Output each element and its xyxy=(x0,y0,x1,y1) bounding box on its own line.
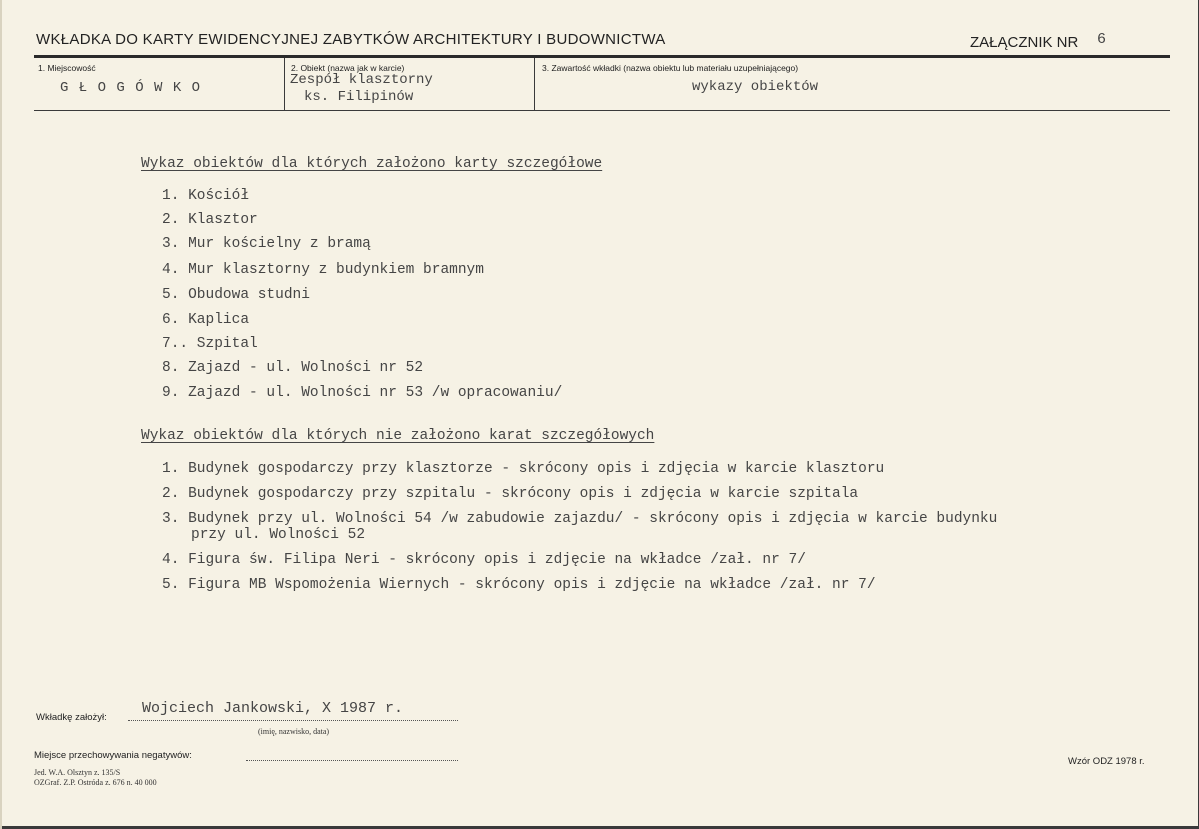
list-item: 2. Klasztor xyxy=(162,212,258,228)
negatives-dotline xyxy=(246,760,458,761)
section2-heading: Wykaz obiektów dla których nie założono karat szczegółowych xyxy=(141,428,655,444)
list-item: 4. Mur klasztorny z budynkiem bramnym xyxy=(162,262,484,278)
place-label: 1. Miejscowość xyxy=(38,63,96,73)
list-item: 7.. Szpital xyxy=(162,336,258,352)
object-value-line1: Zespół klasztorny xyxy=(290,72,433,88)
list-item: 4. Figura św. Filipa Neri - skrócony opis i zdjęcie na wkładce /zał. nr 7/ xyxy=(162,552,806,568)
list-item-continuation: przy ul. Wolności 52 xyxy=(191,527,366,543)
header-title: WKŁADKA DO KARTY EWIDENCYJNEJ ZABYTKÓW ARCHITEKTURY I BUDOWNICTWA xyxy=(36,31,666,48)
contents-value: wykazy obiektów xyxy=(692,79,819,95)
list-item: 5. Obudowa studni xyxy=(162,287,310,303)
negatives-label: Miejsce przechowywania negatywów: xyxy=(34,750,192,761)
author-value: Wojciech Jankowski, X 1987 r. xyxy=(142,700,404,717)
list-item: 1. Budynek gospodarczy przy klasztorze - skrócony opis i zdjęcia w karcie klasztoru xyxy=(162,461,885,477)
annex-number: 6 xyxy=(1097,31,1107,48)
author-dotline xyxy=(128,720,458,721)
author-caption: (imię, nazwisko, data) xyxy=(258,727,330,736)
list-item: 2. Budynek gospodarczy przy szpitalu - skrócony opis i zdjęcia w karcie szpitala xyxy=(162,486,859,502)
object-value-line2: ks. Filipinów xyxy=(304,89,414,105)
list-item: 3. Budynek przy ul. Wolności 54 /w zabudowie zajazdu/ - skrócony opis i zdjęcia w karcie budynku xyxy=(162,511,998,527)
list-item: 6. Kaplica xyxy=(162,312,250,328)
print-info-line2: OZGraf. Z.P. Ostróda z. 676 n. 40 000 xyxy=(34,778,157,787)
author-label: Wkładkę założył: xyxy=(36,712,107,723)
model-number: Wzór ODZ 1978 r. xyxy=(1068,756,1145,767)
print-info-line1: Jed. W.A. Olsztyn z. 135/S xyxy=(34,768,121,777)
place-value: G Ł O G Ó W K O xyxy=(60,80,202,96)
list-item: 9. Zajazd - ul. Wolności nr 53 /w opracowaniu/ xyxy=(162,385,563,401)
list-item: 1. Kościół xyxy=(162,188,250,204)
field-divider xyxy=(534,58,535,111)
field-divider xyxy=(284,58,285,111)
fields-rule xyxy=(34,110,1170,111)
section1-heading: Wykaz obiektów dla których założono karty szczegółowe xyxy=(141,156,603,172)
contents-label: 3. Zawartość wkładki (nazwa obiektu lub materiału uzupełniającego) xyxy=(542,63,799,73)
list-item: 3. Mur kościelny z bramą xyxy=(162,236,371,252)
list-item: 5. Figura MB Wspomożenia Wiernych - skrócony opis i zdjęcie na wkładce /zał. nr 7/ xyxy=(162,577,876,593)
object-label: 2. Obiekt (nazwa jak w karcie) xyxy=(291,63,405,73)
annex-label: ZAŁĄCZNIK NR xyxy=(970,34,1079,51)
list-item: 8. Zajazd - ul. Wolności nr 52 xyxy=(162,360,424,376)
header-rule xyxy=(34,55,1170,58)
